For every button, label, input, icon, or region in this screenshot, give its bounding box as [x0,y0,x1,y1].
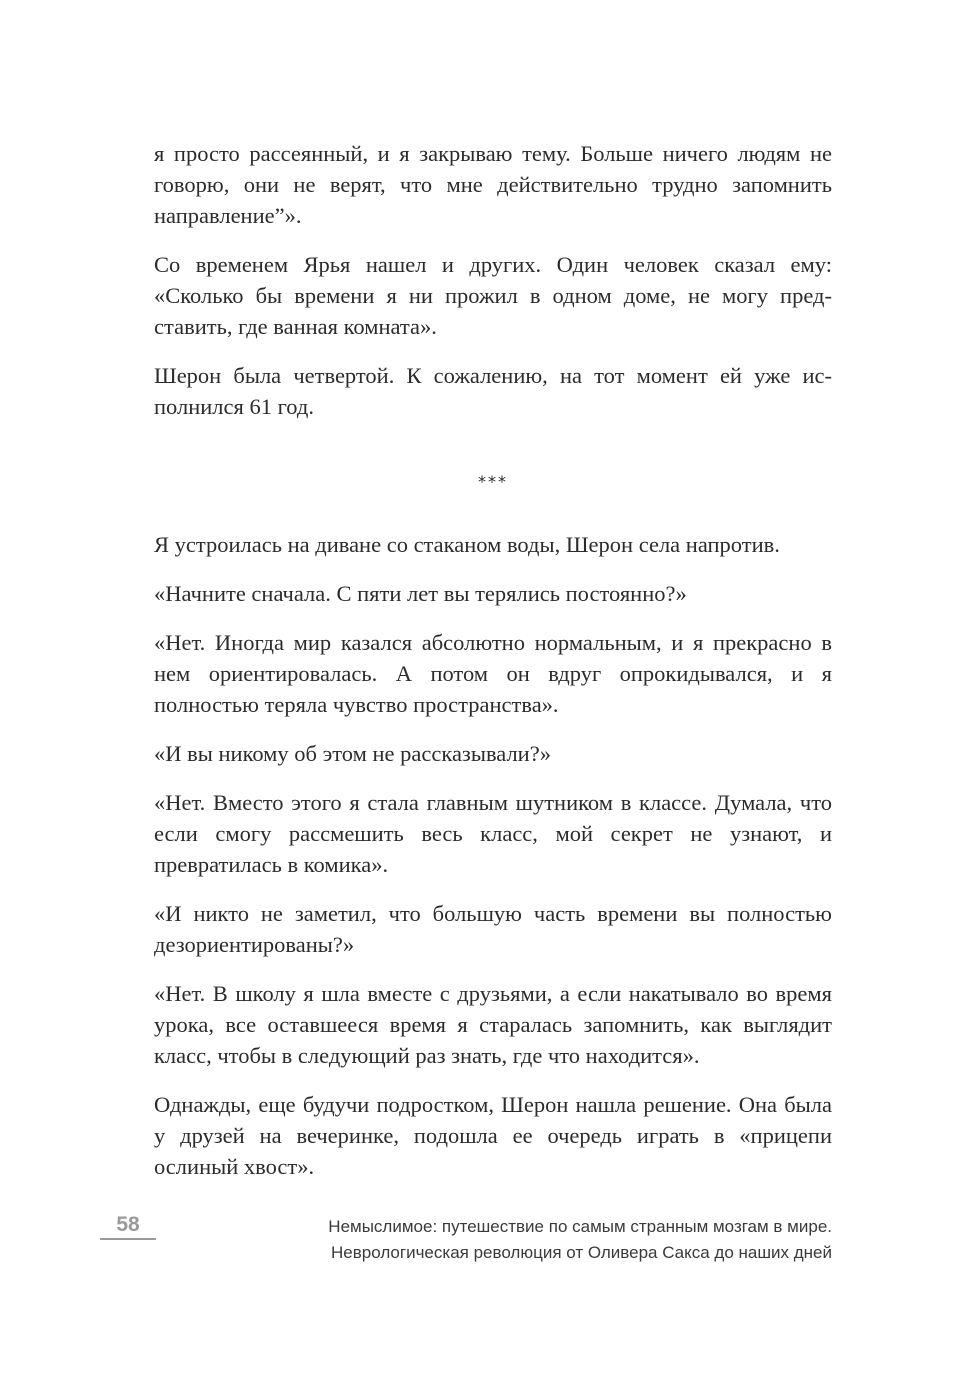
paragraph: я просто рассеянный, и я закрываю тему. Больше ничего людям не говорю, они не верят, что мне действительно трудно запомнить направление”». [154,141,832,228]
paragraph: Шерон была четвертой. К сожалению, на тот момент ей уже исполнился 61 год. [154,363,832,419]
paragraph: «Нет. Вместо этого я стала главным шутником в классе. Думала, что если смогу рассмешить весь класс, мой секрет не узнают, и превратилась в комика». [154,790,832,877]
paragraph: Я устроилась на диване со стаканом воды, Шерон села напротив. [154,532,780,557]
section-separator: *** [478,472,508,491]
paragraph: Со временем Ярья нашел и других. Один человек сказал ему: «Сколько бы времени я ни прожил в одном доме, не могу представить, где ванная комната». [154,252,832,339]
page-number-block [100,1212,156,1240]
paragraph: «Начните сначала. С пяти лет вы терялись постоянно?» [154,581,687,606]
paragraph: «И никто не заметил, что большую часть времени вы полностью дезориентированы?» [154,901,832,957]
running-title-line-2: Неврологическая революция от Оливера Сакса до наших дней [331,1243,832,1262]
page-footer [100,1212,832,1272]
running-title [328,1214,832,1266]
page-number: 58 [116,1213,140,1236]
paragraph: Однажды, еще будучи подростком, Шерон нашла решение. Она была у друзей на вечеринке, подошла ее очередь играть в «прицепи ослиный хвост». [154,1092,832,1179]
paragraph: «И вы никому об этом не рассказывали?» [154,741,551,766]
page-body [154,138,832,1200]
paragraph: «Нет. В школу я шла вместе с друзьями, а если накатывало во время урока, все оставшееся время я старалась запомнить, как выглядит класс, чтобы в следующий раз знать, где что находится». [154,981,832,1068]
running-title-line-1: Немыслимое: путешествие по самым странным мозгам в мире. [328,1217,832,1236]
paragraph: «Нет. Иногда мир казался абсолютно нормальным, и я прекрасно в нем ориентировалась. А потом он вдруг опрокидывался, и я полностью теряла чувство пространства». [154,630,832,717]
